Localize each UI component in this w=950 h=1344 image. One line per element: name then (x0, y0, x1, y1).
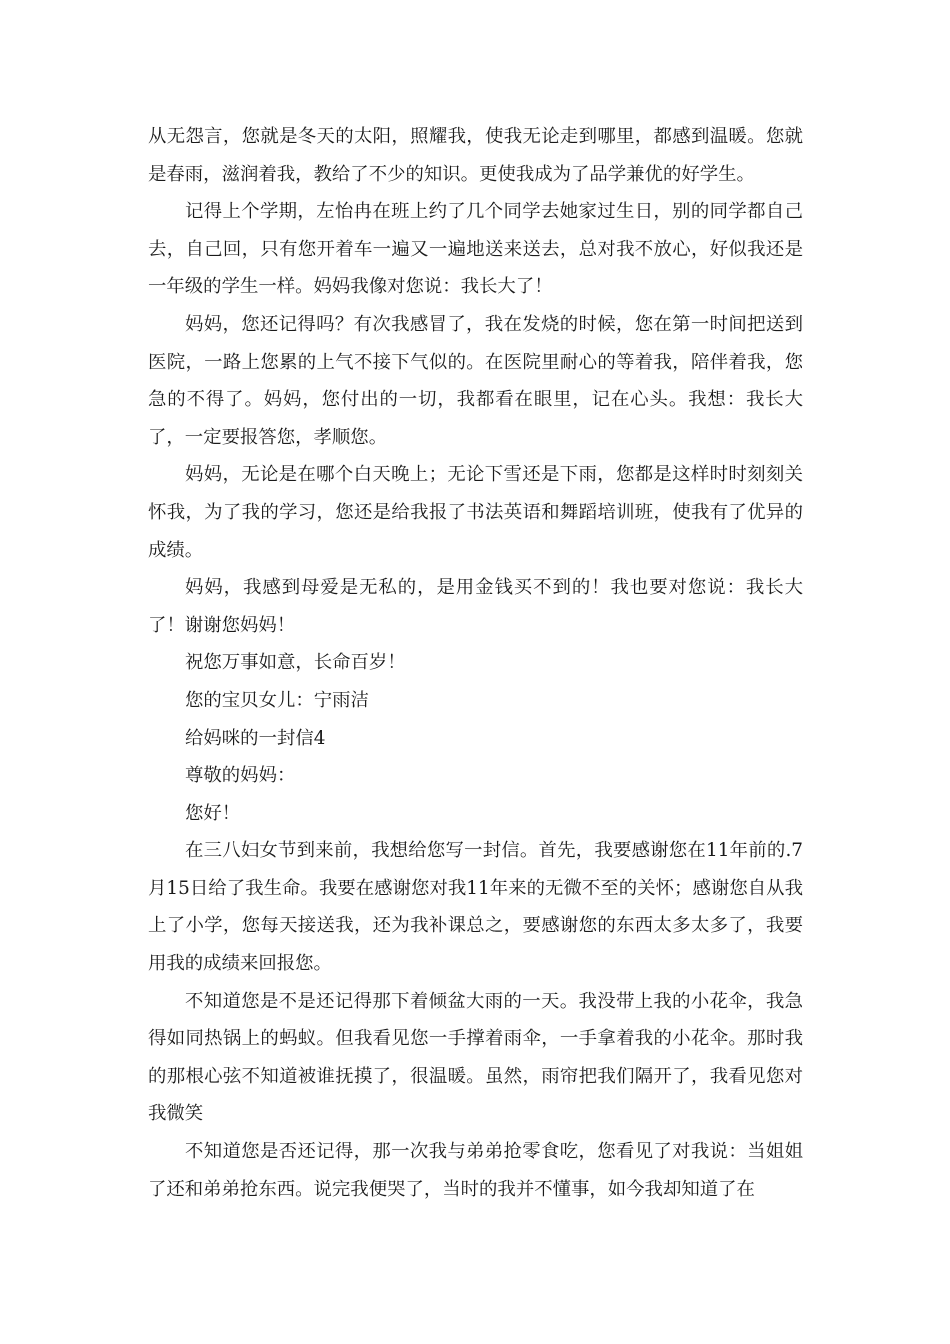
paragraph-3: 妈妈，您还记得吗？有次我感冒了，我在发烧的时候，您在第一时间把送到医院，一路上您累的上气不接下气似的。在医院里耐心的等着我，陪伴着我，您急的不得了。妈妈，您付出的一切，我都看在眼里，记在心头。我想：我长大了，一定要报答您，孝顺您。 (148, 313, 803, 448)
paragraph-1: 从无怨言，您就是冬天的太阳，照耀我，使我无论走到哪里，都感到温暖。您就是春雨，滋润着我，教给了不少的知识。更使我成为了品学兼优的好学生。 (148, 126, 803, 185)
greeting: 您好！ (185, 802, 241, 824)
signature-line: 您的宝贝女儿：宁雨洁 (185, 689, 369, 711)
paragraph-4: 妈妈，无论是在哪个白天晚上；无论下雪还是下雨，您都是这样时时刻刻关怀我，为了我的学习，您还是给我报了书法英语和舞蹈培训班，使我有了优异的成绩。 (148, 464, 803, 561)
paragraph-2: 记得上个学期，左怡冉在班上约了几个同学去她家过生日，别的同学都自己去，自己回，只有您开着车一遍又一遍地送来送去，总对我不放心，好似我还是一年级的学生一样。妈妈我像对您说：我长大了！ (148, 201, 803, 298)
paragraph-6: 在三八妇女节到来前，我想给您写一封信。首先，我要感谢您在11年前的.7月15日给了我生命。我要在感谢您对我11年来的无微不至的关怀；感谢您自从我上了小学，您每天接送我，还为我补课总之，要感谢您的东西太多太多了，我要用我的成绩来回报您。 (148, 840, 803, 975)
letter-page (148, 118, 803, 1208)
paragraph-7: 不知道您是不是还记得那下着倾盆大雨的一天。我没带上我的小花伞，我急得如同热锅上的蚂蚁。但我看见您一手撑着雨伞，一手拿着我的小花伞。那时我的那根心弦不知道被谁抚摸了，很温暖。虽然，雨帘把我们隔开了，我看见您对我微笑 (148, 990, 803, 1125)
letter-heading: 给妈咪的一封信4 (185, 727, 326, 749)
paragraph-8: 不知道您是否还记得，那一次我与弟弟抢零食吃，您看见了对我说：当姐姐了还和弟弟抢东西。说完我便哭了，当时的我并不懂事，如今我却知道了在 (148, 1141, 803, 1200)
salutation: 尊敬的妈妈： (185, 765, 296, 787)
closing-wish: 祝您万事如意，长命百岁！ (185, 652, 406, 674)
paragraph-5: 妈妈，我感到母爱是无私的，是用金钱买不到的！我也要对您说：我长大了！谢谢您妈妈！ (148, 577, 803, 636)
